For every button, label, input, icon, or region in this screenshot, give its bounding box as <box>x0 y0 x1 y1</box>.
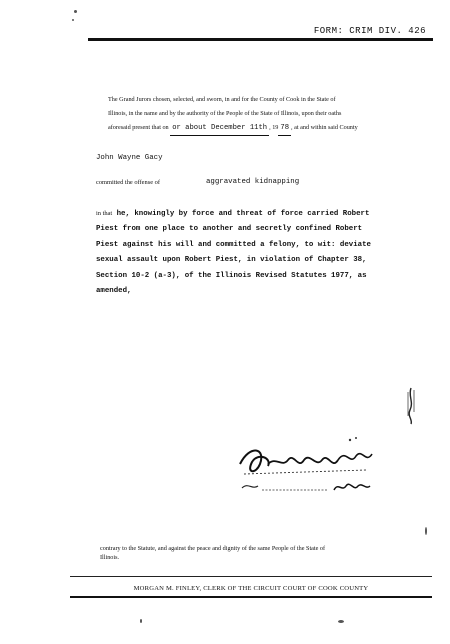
charge-line-4: sexual assault upon Robert Piest, in violation of Chapter 38, <box>96 256 367 265</box>
charge-line-1: he, knowingly by force and threat of force carried Robert <box>116 210 370 218</box>
scan-speck <box>74 10 77 13</box>
footer-rule-bottom <box>70 596 432 598</box>
header-rule <box>88 38 433 41</box>
preamble-line-1: The Grand Jurors chosen, selected, and sworn, in and for the County of Cook in the State of <box>108 96 336 103</box>
closing-text <box>100 544 430 562</box>
date-field: or about December 11th <box>170 122 269 137</box>
charge-line-5: Section 10-2 (a-3), of the Illinois Revised Statutes 1977, as <box>96 271 367 280</box>
preamble-line-2: Illinois, in the name and by the authority of the People of the State of Illinois, upon their oaths <box>108 109 342 117</box>
form-number: FORM: CRIM DIV. 426 <box>313 26 426 36</box>
charge-text <box>96 206 426 299</box>
charge-line-6: amended, <box>96 287 132 296</box>
scan-speck <box>338 620 344 623</box>
year-field: 78 <box>278 122 291 137</box>
preamble-line-3 <box>108 121 430 137</box>
scan-speck <box>72 19 74 21</box>
footer-rule-top <box>70 576 432 577</box>
offense-name: aggravated kidnapping <box>206 178 300 186</box>
scan-speck <box>425 527 427 535</box>
in-that-label: in that <box>96 210 113 217</box>
closing-line-1: contrary to the Statute, and against the peace and dignity of the same People of the State of <box>100 545 326 552</box>
margin-mark <box>404 386 418 426</box>
year-prefix: , 19 <box>269 123 279 131</box>
preamble-line-3-suffix: , at and within said County <box>291 123 358 131</box>
offense-label: committed the offense of <box>96 179 160 186</box>
foreperson-signature <box>238 430 378 510</box>
preamble <box>108 93 430 136</box>
closing-line-2: Illinois. <box>100 554 120 561</box>
charge-line <box>96 206 426 222</box>
charge-line-2: Piest from one place to another and secretly confined Robert <box>96 225 363 234</box>
defendant-name: John Wayne Gacy <box>96 154 163 162</box>
clerk-name: MORGAN M. FINLEY, CLERK OF THE CIRCUIT COURT OF COOK COUNTY <box>133 585 369 592</box>
charge-line-3: Piest against his will and committed a felony, to wit: deviate <box>96 240 371 249</box>
scan-speck <box>140 619 142 623</box>
preamble-line-3-prefix: aforesaid present that on <box>108 123 169 131</box>
